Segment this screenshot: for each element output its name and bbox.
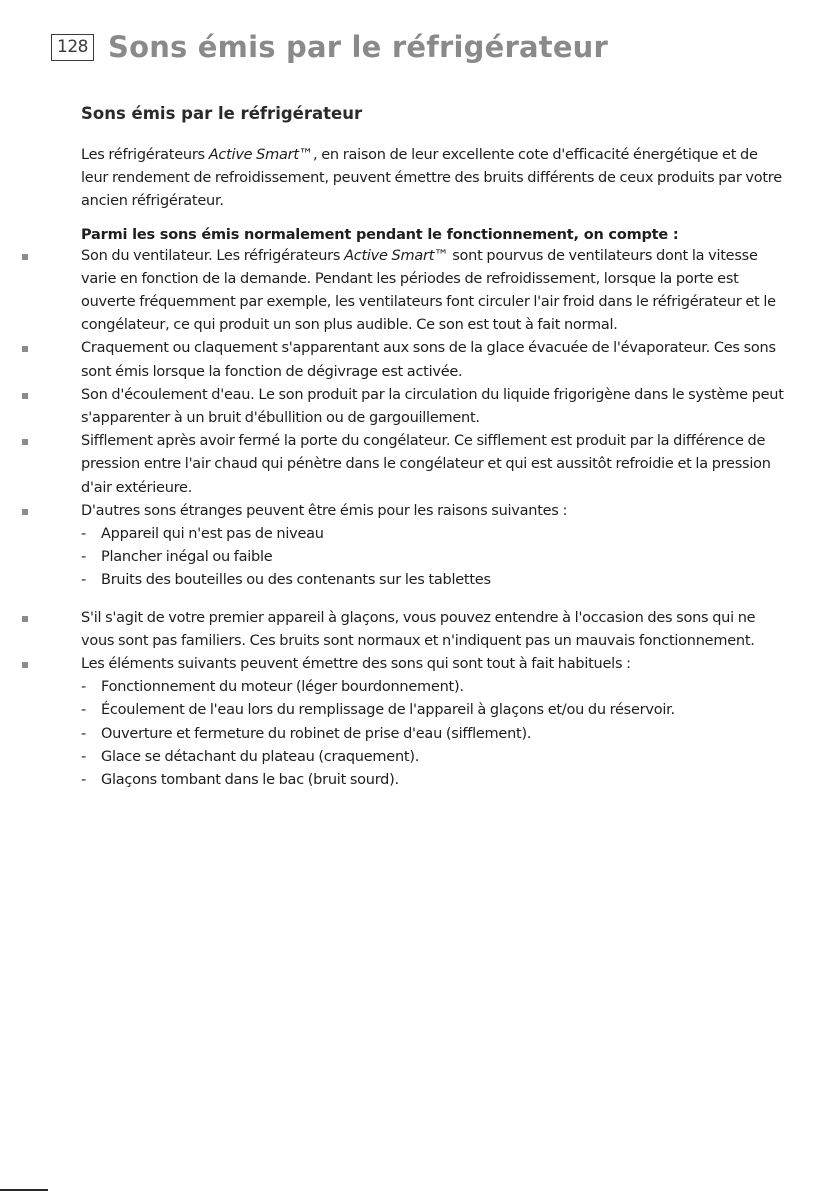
sounds-list [81,245,787,793]
dash-marker: - [81,572,86,589]
item-text: Sifflement après avoir fermé la porte du congélateur. Ce sifflement est produit par la différence de pression entre l'air chaud qui pénètre dans le congélateur et qui est aussitôt refroidie et la pression d'air extérieure. [81,433,771,496]
intro-text-start: Les réfrigérateurs [81,147,209,163]
bullet-square-icon [22,439,28,445]
bullet-square-icon [22,509,28,515]
dash-marker: - [81,772,86,789]
item-text: Les éléments suivants peuvent émettre des sons qui sont tout à fait habituels : [81,656,631,673]
sub-list [81,523,787,593]
bullet-square-icon [22,254,28,260]
dash-marker: - [81,748,86,765]
bullet-square-icon [22,662,28,668]
bullet-square-icon [22,346,28,352]
sub-item-text: Fonctionnement du moteur (léger bourdonnement). [101,679,464,696]
dash-marker: - [81,725,86,742]
sub-list-item [81,699,787,722]
intro-paragraph [81,144,787,214]
sub-item-text: Glace se détachant du plateau (craquement). [101,748,420,765]
item-text: S'il s'agit de votre premier appareil à glaçons, vous pouvez entendre à l'occasion des sons qui ne vous sont pas familiers. Ces bruits sont normaux et n'indiquent pas un mauvais fonctionnement. [81,609,756,649]
dash-marker: - [81,549,86,566]
intro-text-end: , en raison de leur excellente cote d'efficacité énergétique et de leur rendement de refroidissement, peuvent émettre des bruits différents de ceux produits par votre ancien réfrigérateur. [81,147,782,210]
page-title: Sons émis par le réfrigérateur [108,30,609,64]
list-item [81,337,787,383]
sub-list-item [81,723,787,746]
sub-list-item [81,569,787,592]
brand-name: Active Smart™ [344,247,449,264]
section-title: Sons émis par le réfrigérateur [81,104,363,123]
dash-marker: - [81,526,86,543]
sub-item-text: Appareil qui n'est pas de niveau [101,526,324,543]
bullet-square-icon [22,393,28,399]
sub-list-item [81,546,787,569]
list-item [81,653,787,792]
sub-list-item [81,746,787,769]
page-number: 128 [51,34,94,61]
list-item [81,500,787,593]
list-heading: Parmi les sons émis normalement pendant le fonctionnement, on compte : [81,226,679,243]
item-text: Craquement ou claquement s'apparentant aux sons de la glace évacuée de l'évaporateur. Ces sons sont émis lorsque la fonction de dégivrage est activée. [81,340,776,380]
item-text: D'autres sons étranges peuvent être émis pour les raisons suivantes : [81,502,568,519]
sub-list-item [81,676,787,699]
list-item [81,430,787,500]
item-text: sont pourvus de ventilateurs dont la vitesse varie en fonction de la demande. Pendant les périodes de refroidissement, lorsque la porte est ouverte fréquemment par exemple, les ventilateurs font circuler l'air froid dans le réfrigérateur et le congélateur, ce qui produit un son plus audible. Ce son est tout à fait normal. [81,247,776,334]
dash-marker: - [81,679,86,696]
list-item [81,384,787,430]
item-text: Son du ventilateur. Les réfrigérateurs [81,247,345,264]
bullet-square-icon [22,616,28,622]
page-header [51,30,608,64]
sub-item-text: Ouverture et fermeture du robinet de prise d'eau (sifflement). [101,725,532,742]
sub-item-text: Écoulement de l'eau lors du remplissage de l'appareil à glaçons et/ou du réservoir. [101,702,675,719]
sub-list [81,676,787,792]
sub-item-text: Bruits des bouteilles ou des contenants sur les tablettes [101,572,491,589]
sub-list-item [81,523,787,546]
list-item [81,245,787,338]
list-item [81,607,787,653]
sub-item-text: Glaçons tombant dans le bac (bruit sourd). [101,772,399,789]
sub-item-text: Plancher inégal ou faible [101,549,273,566]
item-text: Son d'écoulement d'eau. Le son produit par la circulation du liquide frigorigène dans le système peut s'apparenter à un bruit d'ébullition ou de gargouillement. [81,386,784,427]
dash-marker: - [81,702,86,719]
brand-name: Active Smart™ [208,147,314,163]
main-content [81,104,787,792]
sub-list-item [81,769,787,792]
